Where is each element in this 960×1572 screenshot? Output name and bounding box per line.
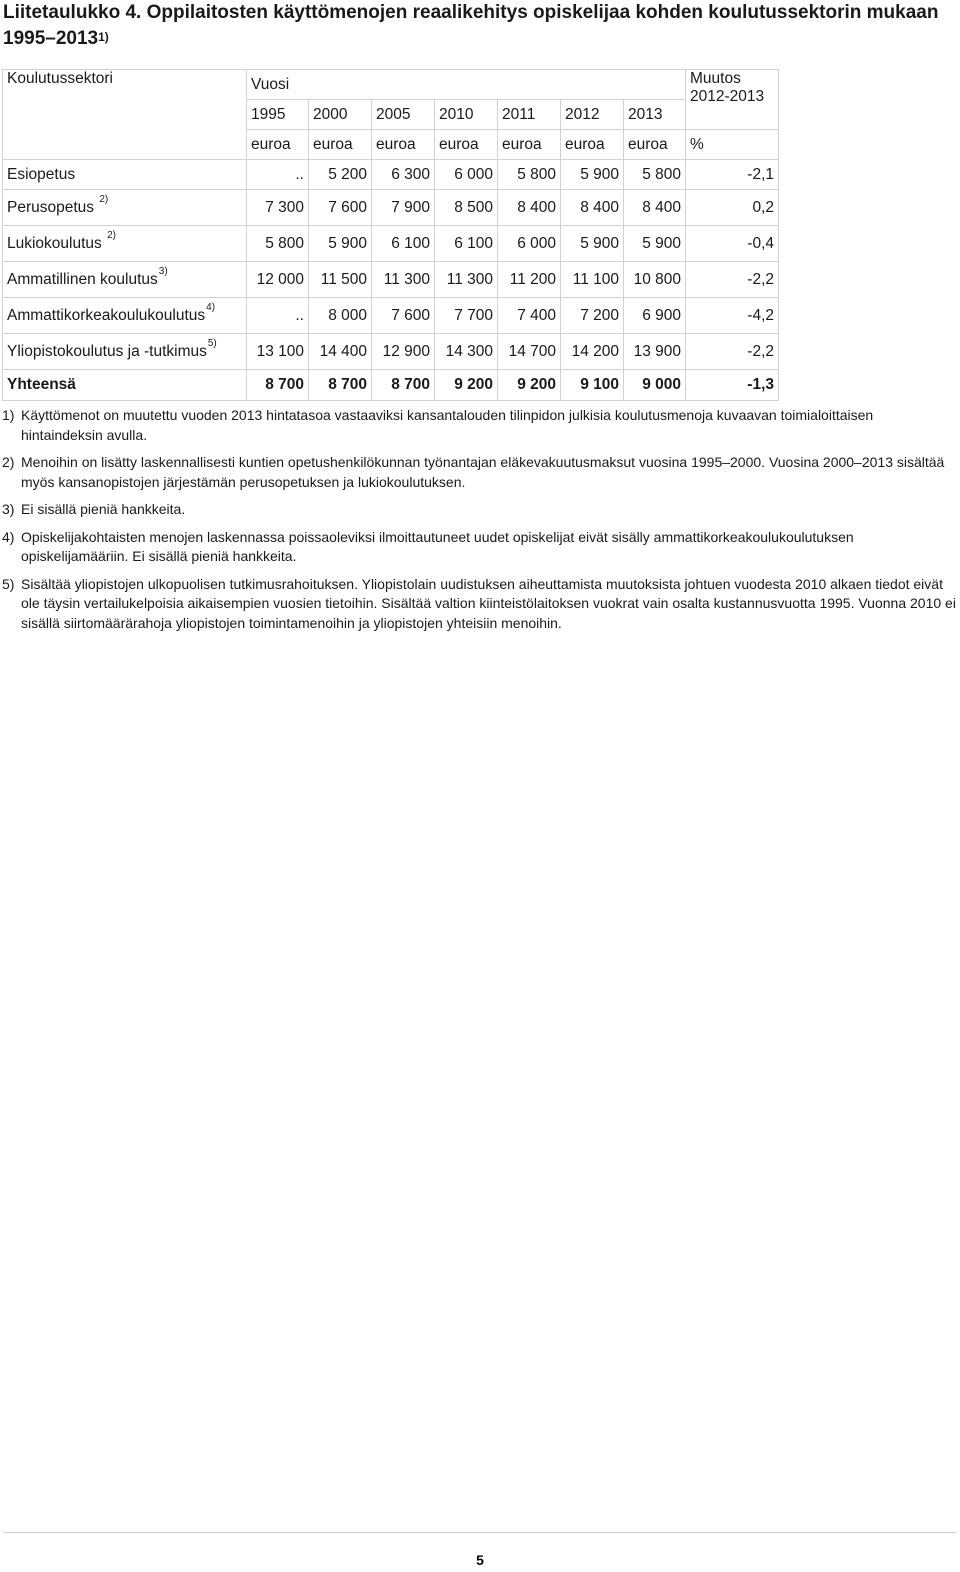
value-cell: 5 800: [247, 226, 309, 262]
table-row: [3, 226, 779, 262]
footnote-ref: 4): [206, 301, 216, 313]
footnote-label: 4): [2, 528, 15, 545]
year-cell: 2013: [624, 100, 686, 130]
footnote-ref: 2): [99, 193, 109, 205]
page-number: 5: [476, 1552, 484, 1568]
value-cell: 6 000: [498, 226, 561, 262]
change-label: Muutos: [690, 70, 741, 87]
value-cell: 8 500: [435, 190, 498, 226]
row-label-text: Ammatillinen koulutus: [7, 270, 158, 288]
change-cell: -2,2: [686, 334, 779, 370]
value-cell: ..: [247, 298, 309, 334]
value-cell: 8 400: [561, 190, 624, 226]
footer-divider: [3, 1532, 956, 1533]
year-cell: 2010: [435, 100, 498, 130]
footnote: [2, 453, 957, 492]
total-label: Yhteensä: [3, 370, 247, 401]
header-row-top: [3, 70, 779, 100]
value-cell: 7 700: [435, 298, 498, 334]
year-cell: 2012: [561, 100, 624, 130]
change-period: 2012-2013: [690, 88, 765, 105]
footnote: [2, 575, 957, 634]
footnote-label: 3): [2, 501, 15, 517]
value-cell: 11 300: [435, 262, 498, 298]
value-cell: 11 500: [309, 262, 372, 298]
footnote-text: Käyttömenot on muutettu vuoden 2013 hintatasoa vastaaviksi kansantalouden tilinpidon julkisia koulutusmenoja kuvaavan toimialoittaisen hintaindeksin avulla.: [21, 407, 874, 443]
value-cell: 7 200: [561, 298, 624, 334]
footnote-ref: 3): [158, 265, 168, 277]
year-header: Vuosi: [247, 70, 686, 100]
year-cell: 2011: [498, 100, 561, 130]
total-value-cell: 8 700: [309, 370, 372, 401]
value-cell: 12 000: [247, 262, 309, 298]
change-cell: -2,1: [686, 160, 779, 190]
value-cell: 14 700: [498, 334, 561, 370]
footnote-ref: 5): [207, 337, 217, 349]
unit-cell: euroa: [435, 130, 498, 160]
total-change-cell: -1,3: [686, 370, 779, 401]
row-label-text: Yliopistokoulutus ja -tutkimus: [7, 342, 207, 360]
footnote-label: 5): [2, 575, 15, 592]
unit-cell: euroa: [372, 130, 435, 160]
footnote-text: Opiskelijakohtaisten menojen laskennassa poissaoleviksi ilmoittautuneet uudet opiskelijat eivät sisälly ammattikorkeakoulukoulutuksen opiskelijamääriin. Ei sisällä pieniä hankkeita.: [21, 528, 854, 564]
row-label: [3, 160, 247, 190]
value-cell: ..: [247, 160, 309, 190]
value-cell: 6 100: [435, 226, 498, 262]
table-row: [3, 160, 779, 190]
value-cell: 14 200: [561, 334, 624, 370]
footnote: [2, 406, 957, 445]
total-value-cell: 8 700: [247, 370, 309, 401]
row-label: [3, 334, 247, 370]
unit-cell: euroa: [498, 130, 561, 160]
total-row: [3, 370, 779, 401]
table-row: [3, 298, 779, 334]
value-cell: 14 400: [309, 334, 372, 370]
value-cell: 7 400: [498, 298, 561, 334]
sector-header: Koulutussektori: [3, 70, 247, 160]
title-footnote-ref: 1): [98, 30, 109, 44]
value-cell: 5 800: [624, 160, 686, 190]
year-cell: 1995: [247, 100, 309, 130]
footnote-label: 1): [2, 407, 15, 423]
year-cell: 2005: [372, 100, 435, 130]
value-cell: 5 200: [309, 160, 372, 190]
unit-cell: euroa: [561, 130, 624, 160]
value-cell: 11 100: [561, 262, 624, 298]
value-cell: 7 300: [247, 190, 309, 226]
value-cell: 12 900: [372, 334, 435, 370]
change-cell: -2,2: [686, 262, 779, 298]
value-cell: 11 200: [498, 262, 561, 298]
total-value-cell: 9 200: [435, 370, 498, 401]
footnote-label: 2): [2, 454, 15, 470]
year-cell: 2000: [309, 100, 372, 130]
value-cell: 6 100: [372, 226, 435, 262]
value-cell: 5 800: [498, 160, 561, 190]
table-row: [3, 262, 779, 298]
value-cell: 8 400: [624, 190, 686, 226]
row-label-text: Lukiokoulutus: [7, 234, 107, 252]
value-cell: 8 400: [498, 190, 561, 226]
value-cell: 7 600: [372, 298, 435, 334]
footnote-ref: 2): [107, 229, 116, 241]
value-cell: 8 000: [309, 298, 372, 334]
change-cell: -0,4: [686, 226, 779, 262]
unit-cell: euroa: [247, 130, 309, 160]
value-cell: 6 000: [435, 160, 498, 190]
total-value-cell: 9 200: [498, 370, 561, 401]
page-title: [3, 0, 953, 52]
row-label: [3, 226, 247, 262]
table-row: [3, 334, 779, 370]
footnotes: [2, 406, 957, 641]
value-cell: 13 900: [624, 334, 686, 370]
row-label: [3, 190, 247, 226]
row-label: [3, 298, 247, 334]
change-unit-cell: %: [686, 130, 779, 160]
footnote: [2, 528, 957, 567]
row-label-text: Esiopetus: [7, 165, 76, 183]
change-cell: 0,2: [686, 190, 779, 226]
value-cell: 7 600: [309, 190, 372, 226]
value-cell: 5 900: [561, 160, 624, 190]
total-value-cell: 9 000: [624, 370, 686, 401]
value-cell: 13 100: [247, 334, 309, 370]
change-cell: -4,2: [686, 298, 779, 334]
row-label: [3, 262, 247, 298]
footnote-text: Sisältää yliopistojen ulkopuolisen tutkimusrahoituksen. Yliopistolain uudistuksen aiheuttamista muutoksista johtuen vuodesta 2010 alkaen tiedot eivät ole täysin vertailukelpoisia aikaisempien vuosien tietoihin. Sisältää valtion kiinteistölaitoksen vuokrat vain osalta kustannusvuotta 1995. Vuonna 2010 ei sisällä siirtomäärärahoja yliopistojen toimintamenoihin ja yliopistojen yhteisiin menoihin.: [21, 575, 956, 631]
footnote: [2, 500, 957, 520]
change-header: [686, 70, 779, 130]
value-cell: 6 300: [372, 160, 435, 190]
footnote-text: Ei sisällä pieniä hankkeita.: [21, 501, 186, 517]
unit-cell: euroa: [309, 130, 372, 160]
expenditure-table: [2, 69, 779, 401]
value-cell: 6 900: [624, 298, 686, 334]
value-cell: 5 900: [624, 226, 686, 262]
table-row: [3, 190, 779, 226]
total-value-cell: 9 100: [561, 370, 624, 401]
total-value-cell: 8 700: [372, 370, 435, 401]
title-text: Liitetaulukko 4. Oppilaitosten käyttömenojen reaalikehitys opiskelijaa kohden koulutussektorin mukaan 1995–2013: [3, 2, 939, 49]
footnote-text: Menoihin on lisätty laskennallisesti kuntien opetushenkilökunnan työnantajan eläkevakuutusmaksut vuosina 1995–2000. Vuosina 2000–2013 sisältää myös kansanopistojen järjestämän perusopetuksen ja lukiokoulutuksen.: [21, 454, 945, 490]
row-label-text: Perusopetus: [7, 198, 99, 216]
value-cell: 11 300: [372, 262, 435, 298]
value-cell: 5 900: [309, 226, 372, 262]
value-cell: 7 900: [372, 190, 435, 226]
unit-cell: euroa: [624, 130, 686, 160]
value-cell: 5 900: [561, 226, 624, 262]
row-label-text: Ammattikorkeakoulukoulutus: [7, 306, 206, 324]
value-cell: 14 300: [435, 334, 498, 370]
value-cell: 10 800: [624, 262, 686, 298]
